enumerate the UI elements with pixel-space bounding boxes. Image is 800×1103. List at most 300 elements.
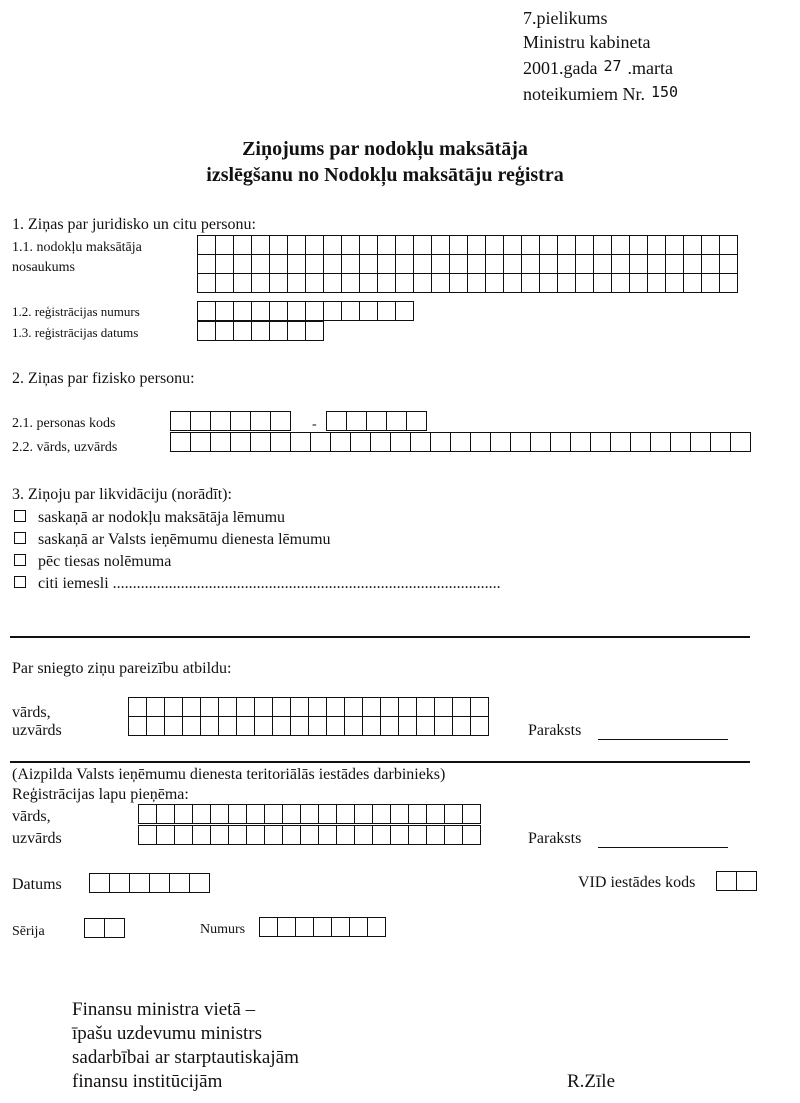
form-cell[interactable] (326, 716, 345, 736)
form-cell[interactable] (386, 411, 407, 431)
form-cell[interactable] (254, 716, 273, 736)
form-cell[interactable] (719, 254, 738, 274)
form-cell[interactable] (390, 432, 411, 452)
date-cells[interactable] (90, 874, 210, 893)
form-cell[interactable] (128, 716, 147, 736)
form-cell[interactable] (467, 235, 486, 255)
form-cell[interactable] (470, 432, 491, 452)
form-cell[interactable] (290, 432, 311, 452)
reg-date-label: 1.3. reģistrācijas datums (12, 325, 139, 340)
form-cell[interactable] (490, 432, 511, 452)
form-cell[interactable] (269, 301, 288, 321)
section3-heading: 3. Ziņoju par likvidāciju (norādīt): (12, 486, 232, 503)
form-cell[interactable] (174, 804, 193, 824)
form-cell[interactable] (408, 825, 427, 845)
form-cell[interactable] (354, 804, 373, 824)
vid-code-cells[interactable] (717, 872, 757, 891)
form-cell[interactable] (398, 716, 417, 736)
form-cell[interactable] (269, 273, 288, 293)
form-cell[interactable] (539, 254, 558, 274)
form-cell[interactable] (228, 804, 247, 824)
form-cell[interactable] (323, 235, 342, 255)
form-cell[interactable] (254, 697, 273, 717)
form-cell[interactable] (366, 411, 387, 431)
form-cell[interactable] (215, 301, 234, 321)
form-cell[interactable] (251, 321, 270, 341)
form-cell[interactable] (485, 254, 504, 274)
person-name-cells[interactable] (171, 433, 751, 452)
form-cell[interactable] (290, 716, 309, 736)
form-cell[interactable] (444, 825, 463, 845)
reg-number-cells[interactable] (198, 302, 414, 321)
number-label: Numurs (200, 922, 246, 937)
form-cell[interactable] (593, 235, 612, 255)
checkbox[interactable] (14, 554, 26, 566)
closing-line-4: finansu institūcijām (72, 1071, 223, 1092)
form-cell[interactable] (431, 235, 450, 255)
form-cell[interactable] (138, 825, 157, 845)
form-cell[interactable] (372, 804, 391, 824)
form-cell[interactable] (215, 321, 234, 341)
form-cell[interactable] (89, 873, 110, 893)
form-cell[interactable] (557, 273, 576, 293)
form-cell[interactable] (197, 235, 216, 255)
form-cell[interactable] (380, 716, 399, 736)
form-cell[interactable] (326, 697, 345, 717)
form-cell[interactable] (390, 804, 409, 824)
office-signature-line[interactable] (598, 847, 728, 848)
form-cell[interactable] (192, 804, 211, 824)
taxpayer-name-row-1[interactable] (198, 236, 738, 255)
form-cell[interactable] (611, 273, 630, 293)
form-cell[interactable] (452, 697, 471, 717)
option-vid-decision[interactable]: saskaņā ar Valsts ieņēmumu dienesta lēmumu (14, 531, 331, 549)
form-cell[interactable] (395, 235, 414, 255)
office-name-row-2[interactable] (139, 826, 481, 845)
office-signature-label: Paraksts (528, 830, 582, 847)
form-cell[interactable] (233, 321, 252, 341)
form-cell[interactable] (503, 254, 522, 274)
form-cell[interactable] (701, 273, 720, 293)
form-cell[interactable] (665, 273, 684, 293)
form-cell[interactable] (269, 254, 288, 274)
form-cell[interactable] (272, 716, 291, 736)
checkbox[interactable] (14, 510, 26, 522)
form-cell[interactable] (210, 825, 229, 845)
form-cell[interactable] (210, 804, 229, 824)
form-cell[interactable] (413, 273, 432, 293)
form-cell[interactable] (182, 697, 201, 717)
form-cell[interactable] (630, 432, 651, 452)
form-cell[interactable] (521, 235, 540, 255)
form-cell[interactable] (270, 432, 291, 452)
form-cell[interactable] (84, 918, 105, 938)
form-cell[interactable] (359, 235, 378, 255)
form-cell[interactable] (380, 697, 399, 717)
form-cell[interactable] (233, 301, 252, 321)
form-cell[interactable] (287, 235, 306, 255)
option-court-ruling[interactable]: pēc tiesas nolēmuma (14, 553, 171, 571)
form-cell[interactable] (174, 825, 193, 845)
form-cell[interactable] (282, 825, 301, 845)
closing-line-1: Finansu ministra vietā – (72, 999, 256, 1020)
annex-line-3 (523, 54, 684, 80)
form-cell[interactable] (282, 804, 301, 824)
form-cell[interactable] (470, 716, 489, 736)
form-cell[interactable] (395, 254, 414, 274)
taxpayer-name-row-2[interactable] (198, 255, 738, 274)
form-cell[interactable] (233, 235, 252, 255)
form-cell[interactable] (683, 254, 702, 274)
form-cell[interactable] (408, 804, 427, 824)
form-cell[interactable] (359, 273, 378, 293)
form-cell[interactable] (354, 825, 373, 845)
signatory-name: R.Zīle (567, 1071, 616, 1092)
personal-code-part-1[interactable] (171, 412, 291, 431)
form-cell[interactable] (462, 804, 481, 824)
form-cell[interactable] (344, 716, 363, 736)
form-cell[interactable] (270, 411, 291, 431)
form-cell[interactable] (323, 254, 342, 274)
form-cell[interactable] (593, 254, 612, 274)
personal-code-part-2[interactable] (327, 412, 427, 431)
form-cell[interactable] (310, 432, 331, 452)
form-cell[interactable] (305, 273, 324, 293)
form-cell[interactable] (170, 432, 191, 452)
taxpayer-name-row-3[interactable] (198, 274, 738, 293)
annex-line-1: 7.pielikums (523, 8, 608, 28)
divider (10, 761, 750, 763)
series-cells[interactable] (85, 919, 125, 938)
form-cell[interactable] (336, 804, 355, 824)
form-cell[interactable] (611, 254, 630, 274)
form-cell[interactable] (444, 804, 463, 824)
form-cell[interactable] (197, 273, 216, 293)
form-cell[interactable] (416, 716, 435, 736)
form-cell[interactable] (426, 825, 445, 845)
form-cell[interactable] (503, 235, 522, 255)
form-cell[interactable] (341, 235, 360, 255)
form-cell[interactable] (190, 432, 211, 452)
form-cell[interactable] (287, 321, 306, 341)
form-cell[interactable] (192, 825, 211, 845)
form-cell[interactable] (590, 432, 611, 452)
form-cell[interactable] (510, 432, 531, 452)
form-cell[interactable] (218, 697, 237, 717)
option-taxpayer-decision[interactable]: saskaņā ar nodokļu maksātāja lēmumu (14, 509, 285, 527)
form-cell[interactable] (395, 301, 414, 321)
form-cell[interactable] (570, 432, 591, 452)
form-cell[interactable] (346, 411, 367, 431)
form-cell[interactable] (104, 918, 125, 938)
form-cell[interactable] (431, 254, 450, 274)
form-cell[interactable] (128, 697, 147, 717)
form-cell[interactable] (246, 825, 265, 845)
form-cell[interactable] (251, 273, 270, 293)
closing-block (72, 998, 299, 1094)
form-cell[interactable] (251, 235, 270, 255)
form-cell[interactable] (430, 432, 451, 452)
form-cell[interactable] (485, 273, 504, 293)
form-cell[interactable] (341, 273, 360, 293)
form-cell[interactable] (331, 917, 350, 937)
form-cell[interactable] (318, 825, 337, 845)
form-cell[interactable] (305, 301, 324, 321)
series-label: Sērija (12, 924, 45, 939)
form-cell[interactable] (683, 235, 702, 255)
form-cell[interactable] (362, 697, 381, 717)
form-cell[interactable] (344, 697, 363, 717)
form-cell[interactable] (398, 697, 417, 717)
form-cell[interactable] (593, 273, 612, 293)
form-cell[interactable] (575, 273, 594, 293)
form-cell[interactable] (370, 432, 391, 452)
form-cell[interactable] (250, 411, 271, 431)
form-cell[interactable] (156, 804, 175, 824)
form-cell[interactable] (336, 825, 355, 845)
form-cell[interactable] (450, 432, 471, 452)
form-cell[interactable] (730, 432, 751, 452)
form-cell[interactable] (362, 716, 381, 736)
form-cell[interactable] (149, 873, 170, 893)
form-cell[interactable] (670, 432, 691, 452)
personal-code-label: 2.1. personas kods (12, 416, 116, 431)
form-cell[interactable] (719, 273, 738, 293)
form-cell[interactable] (647, 273, 666, 293)
form-cell[interactable] (156, 825, 175, 845)
closing-line-3: sadarbībai ar starptautiskajām (72, 1047, 299, 1068)
form-cell[interactable] (416, 697, 435, 717)
form-cell[interactable] (215, 273, 234, 293)
form-cell[interactable] (287, 254, 306, 274)
annex-number: 150 (650, 83, 679, 101)
form-cell[interactable] (449, 235, 468, 255)
checkbox[interactable] (14, 576, 26, 588)
form-cell[interactable] (341, 301, 360, 321)
form-cell[interactable] (295, 917, 314, 937)
office-name-label-2: uzvārds (12, 830, 62, 847)
form-cell[interactable] (377, 273, 396, 293)
form-cell[interactable] (290, 697, 309, 717)
form-cell[interactable] (129, 873, 150, 893)
form-cell[interactable] (629, 273, 648, 293)
annex-day: 27 (603, 57, 622, 75)
form-cell[interactable] (250, 432, 271, 452)
responsibility-heading: Par sniegto ziņu pareizību atbildu: (12, 660, 232, 677)
form-cell[interactable] (390, 825, 409, 845)
annex-line-4 (523, 80, 684, 106)
form-cell[interactable] (269, 235, 288, 255)
resp-signature-line[interactable] (598, 739, 728, 740)
form-cell[interactable] (182, 716, 201, 736)
form-cell[interactable] (164, 716, 183, 736)
form-cell[interactable] (264, 804, 283, 824)
form-cell[interactable] (557, 235, 576, 255)
form-cell[interactable] (610, 432, 631, 452)
form-cell[interactable] (719, 235, 738, 255)
form-cell[interactable] (236, 697, 255, 717)
form-cell[interactable] (210, 432, 231, 452)
form-cell[interactable] (218, 716, 237, 736)
form-cell[interactable] (300, 804, 319, 824)
closing-line-2: īpašu uzdevumu ministrs (72, 1023, 262, 1044)
form-cell[interactable] (169, 873, 190, 893)
form-cell[interactable] (246, 804, 265, 824)
taxpayer-name-label-2: nosaukums (12, 260, 75, 275)
form-cell[interactable] (426, 804, 445, 824)
taxpayer-name-label-1: 1.1. nodokļu maksātāja (12, 240, 142, 255)
form-cell[interactable] (410, 432, 431, 452)
form-cell[interactable] (230, 432, 251, 452)
form-cell[interactable] (377, 301, 396, 321)
form-cell[interactable] (467, 254, 486, 274)
form-cell[interactable] (236, 716, 255, 736)
form-cell[interactable] (629, 254, 648, 274)
form-cell[interactable] (452, 716, 471, 736)
form-cell[interactable] (233, 273, 252, 293)
form-cell[interactable] (230, 411, 251, 431)
form-cell[interactable] (323, 301, 342, 321)
form-cell[interactable] (701, 254, 720, 274)
form-cell[interactable] (190, 411, 211, 431)
form-cell[interactable] (330, 432, 351, 452)
form-cell[interactable] (350, 432, 371, 452)
form-cell[interactable] (539, 235, 558, 255)
form-cell[interactable] (701, 235, 720, 255)
form-cell[interactable] (318, 804, 337, 824)
form-cell[interactable] (710, 432, 731, 452)
reg-date-cells[interactable] (198, 322, 324, 341)
form-cell[interactable] (251, 301, 270, 321)
form-cell[interactable] (138, 804, 157, 824)
divider (10, 636, 750, 638)
form-cell[interactable] (575, 235, 594, 255)
form-cell[interactable] (305, 321, 324, 341)
form-cell[interactable] (326, 411, 347, 431)
form-cell[interactable] (377, 235, 396, 255)
form-cell[interactable] (650, 432, 671, 452)
form-cell[interactable] (736, 871, 757, 891)
form-cell[interactable] (449, 273, 468, 293)
form-cell[interactable] (215, 235, 234, 255)
form-cell[interactable] (690, 432, 711, 452)
form-cell[interactable] (647, 254, 666, 274)
form-cell[interactable] (413, 235, 432, 255)
form-cell[interactable] (170, 411, 191, 431)
form-cell[interactable] (449, 254, 468, 274)
received-label: Reģistrācijas lapu pieņēma: (12, 786, 189, 803)
form-cell[interactable] (305, 254, 324, 274)
form-cell[interactable] (349, 917, 368, 937)
form-cell[interactable] (272, 697, 291, 717)
form-cell[interactable] (313, 917, 332, 937)
form-cell[interactable] (146, 716, 165, 736)
form-cell[interactable] (287, 273, 306, 293)
form-cell[interactable] (467, 273, 486, 293)
form-cell[interactable] (269, 321, 288, 341)
form-cell[interactable] (434, 716, 453, 736)
form-cell[interactable] (530, 432, 551, 452)
date-label: Datums (12, 876, 62, 893)
number-cells[interactable] (260, 918, 386, 937)
form-cell[interactable] (539, 273, 558, 293)
form-cell[interactable] (359, 301, 378, 321)
form-cell[interactable] (665, 254, 684, 274)
annex-month: .marta (627, 58, 674, 78)
form-cell[interactable] (683, 273, 702, 293)
office-name-row-1[interactable] (139, 805, 481, 824)
form-cell[interactable] (189, 873, 210, 893)
form-cell[interactable] (200, 697, 219, 717)
form-cell[interactable] (665, 235, 684, 255)
form-cell[interactable] (406, 411, 427, 431)
form-cell[interactable] (521, 254, 540, 274)
form-cell[interactable] (341, 254, 360, 274)
form-cell[interactable] (611, 235, 630, 255)
form-cell[interactable] (109, 873, 130, 893)
form-cell[interactable] (233, 254, 252, 274)
form-cell[interactable] (197, 254, 216, 274)
reg-number-label: 1.2. reģistrācijas numurs (12, 304, 140, 319)
form-cell[interactable] (372, 825, 391, 845)
form-cell[interactable] (550, 432, 571, 452)
office-note: (Aizpilda Valsts ieņēmumu dienesta teritoriālās iestādes darbinieks) (12, 766, 446, 783)
form-cell[interactable] (251, 254, 270, 274)
form-cell[interactable] (264, 825, 283, 845)
form-cell[interactable] (521, 273, 540, 293)
form-cell[interactable] (164, 697, 183, 717)
form-cell[interactable] (287, 301, 306, 321)
form-cell[interactable] (200, 716, 219, 736)
form-cell[interactable] (300, 825, 319, 845)
resp-name-row-1[interactable] (129, 698, 489, 717)
form-cell[interactable] (431, 273, 450, 293)
form-cell[interactable] (259, 917, 278, 937)
form-cell[interactable] (359, 254, 378, 274)
form-cell[interactable] (308, 716, 327, 736)
form-cell[interactable] (377, 254, 396, 274)
page-subtitle: izslēgšanu no Nodokļu maksātāju reģistra (206, 164, 564, 186)
annex-regulation: noteikumiem Nr. (523, 84, 645, 104)
checkbox[interactable] (14, 532, 26, 544)
form-cell[interactable] (413, 254, 432, 274)
form-cell[interactable] (308, 697, 327, 717)
form-cell[interactable] (462, 825, 481, 845)
form-cell[interactable] (210, 411, 231, 431)
form-cell[interactable] (215, 254, 234, 274)
form-cell[interactable] (575, 254, 594, 274)
form-cell[interactable] (716, 871, 737, 891)
form-cell[interactable] (323, 273, 342, 293)
form-cell[interactable] (367, 917, 386, 937)
form-cell[interactable] (470, 697, 489, 717)
form-cell[interactable] (277, 917, 296, 937)
form-cell[interactable] (557, 254, 576, 274)
form-cell[interactable] (485, 235, 504, 255)
form-cell[interactable] (434, 697, 453, 717)
form-cell[interactable] (647, 235, 666, 255)
option-other-reasons[interactable]: citi iemesli ................................................................................................. (14, 575, 501, 593)
form-cell[interactable] (305, 235, 324, 255)
form-cell[interactable] (395, 273, 414, 293)
form-cell[interactable] (629, 235, 648, 255)
form-cell[interactable] (503, 273, 522, 293)
form-cell[interactable] (197, 321, 216, 341)
form-cell[interactable] (197, 301, 216, 321)
form-cell[interactable] (228, 825, 247, 845)
resp-name-row-2[interactable] (129, 717, 489, 736)
form-cell[interactable] (146, 697, 165, 717)
